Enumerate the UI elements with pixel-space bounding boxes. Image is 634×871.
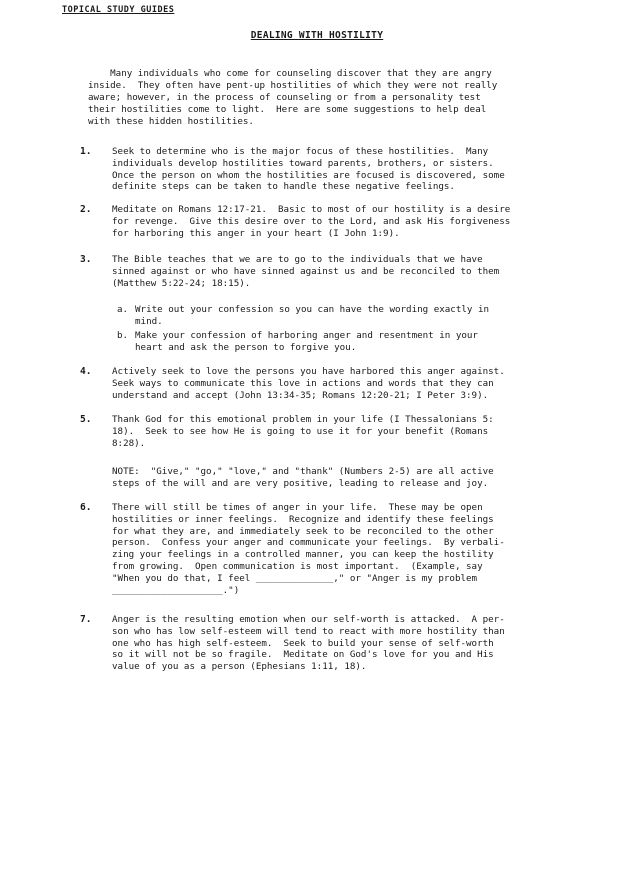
item-text: Thank God for this emotional problem in your life (I Thessalonians 5: 18). Seek to see how He is going to use it for your benefit (Romans 8:28). <box>112 414 494 449</box>
note-text: NOTE: "Give," "go," "love," and "thank" (Numbers 2-5) are all active steps of the will and are very positive, leading to release and joy. <box>112 466 494 489</box>
item-text: Actively seek to love the persons you have harbored this anger against. Seek ways to communicate this love in actions and words that they can understand and accept (John 13:34-35; Romans 12:20-21; I Peter 3:9). <box>112 366 505 401</box>
item-text: There will still be times of anger in your life. These may be open hostilities or inner feelings. Recognize and identify these feelings for what they are, and immediately seek to be reconciled to the other person. Confess your anger and communicate your feelings. By verbali- zing your feelings in a controlled manner, you can keep the hostility from growing. Open communication is most important. (Example, say "When you do that, I feel ______________," or "Anger is my problem ____________________.") <box>112 502 505 596</box>
item-number: 6. <box>80 502 92 513</box>
item-number: 3. <box>80 254 92 265</box>
item-text: Meditate on Romans 12:17-21. Basic to most of our hostility is a desire for revenge. Give this desire over to the Lord, and ask His forgiveness for harboring this anger in your heart (I John 1:9). <box>112 204 511 239</box>
item-text: Seek to determine who is the major focus of these hostilities. Many individuals develop hostilities toward parents, brothers, or sisters. Once the person on whom the hostilities are focused is discovered, some definite steps can be taken to handle these negative feelings. <box>112 146 505 193</box>
item-text: Anger is the resulting emotion when our self-worth is attacked. A per- son who has low self-esteem will tend to react with more hostility than one who has high self-esteem. Seek to build your sense of self-worth so it will not be so fragile. Meditate on God's love for you and His value of you as a person (Ephesians 1:11, 18). <box>112 614 505 673</box>
item-number: 2. <box>80 204 92 215</box>
item-number: 7. <box>80 614 92 625</box>
series-header: TOPICAL STUDY GUIDES <box>62 5 175 15</box>
item-number: 1. <box>80 146 92 157</box>
intro-paragraph: Many individuals who come for counseling discover that they are angry inside. They often have pent-up hostilities of which they were not really aware; however, in the process of counseling or from a personality test their hostilities come to light. Here are some suggestions to help deal with these hidden hostilities. <box>88 68 498 127</box>
sub-item-text: Write out your confession so you can have the wording exactly in mind. <box>135 304 490 327</box>
page-title: DEALING WITH HOSTILITY <box>250 30 384 41</box>
item-text: The Bible teaches that we are to go to the individuals that we have sinned against or who have sinned against us and be reconciled to them (Matthew 5:22-24; 18:15). <box>112 254 500 289</box>
sub-item-text: Make your confession of harboring anger and resentment in your heart and ask the person to forgive you. <box>135 330 478 353</box>
item-number: 5. <box>80 414 92 425</box>
sub-item-letter: a. <box>117 304 129 315</box>
sub-item-letter: b. <box>117 330 129 341</box>
item-number: 4. <box>80 366 92 377</box>
